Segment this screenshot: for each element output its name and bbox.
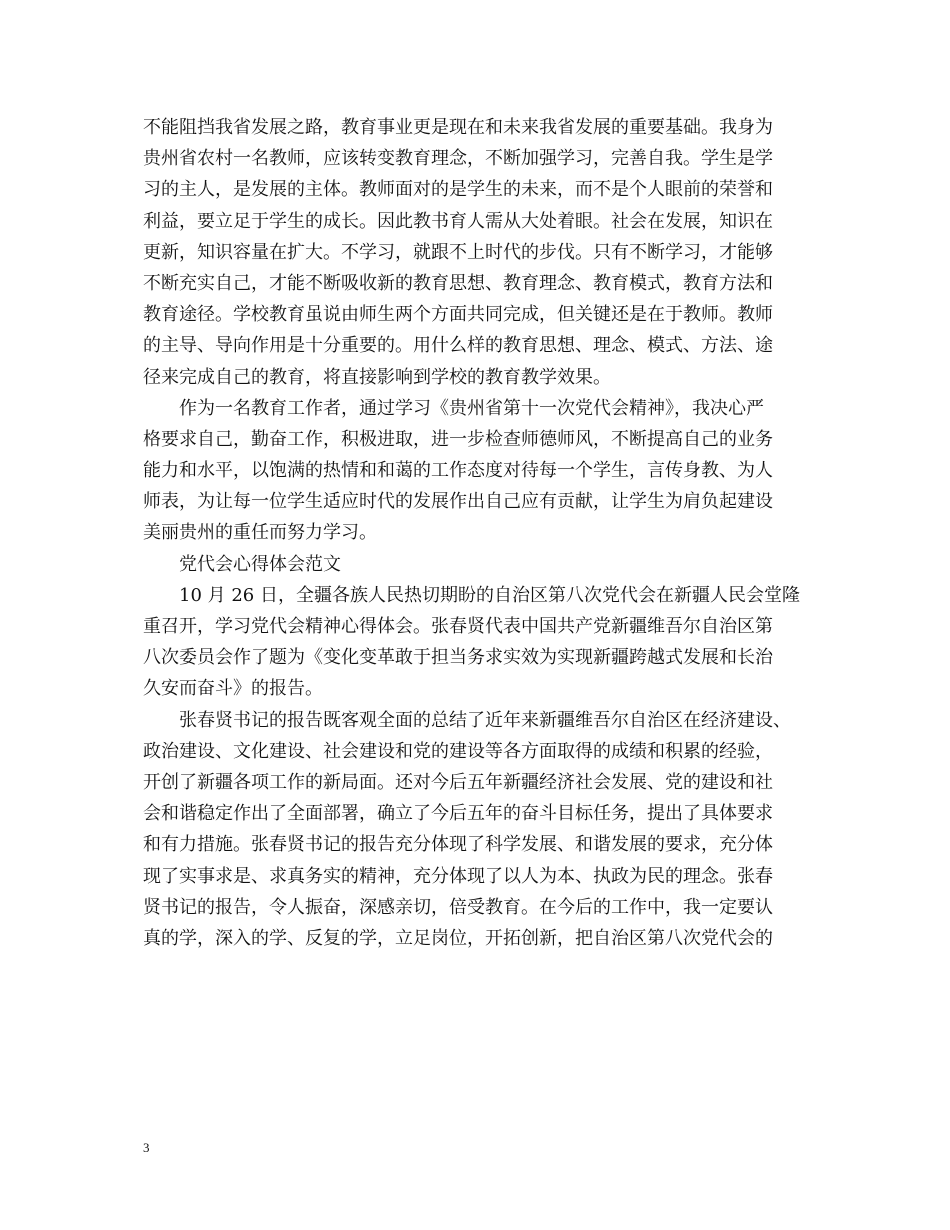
text-line: 不能阻挡我省发展之路，教育事业更是现在和未来我省发展的重要基础。我身为 bbox=[143, 117, 773, 138]
text-line: 美丽贵州的重任而努力学习。 bbox=[143, 522, 377, 544]
text-line: 八次委员会作了题为《变化变革敢于担当务求实效为实现新疆跨越式发展和长治 bbox=[143, 647, 773, 669]
text-line: 贵州省农村一名教师，应该转变教育理念，不断加强学习，完善自我。学生是学 bbox=[143, 148, 773, 170]
page-number: 3 bbox=[143, 1140, 150, 1155]
text-line: 政治建设、文化建设、社会建设和党的建设等各方面取得的成绩和积累的经验， bbox=[143, 740, 773, 762]
text-line: 的主导、导向作用是十分重要的。用什么样的教育思想、理念、模式、方法、途 bbox=[143, 335, 773, 357]
text-line: 会和谐稳定作出了全面部署，确立了今后五年的奋斗目标任务，提出了具体要求 bbox=[143, 803, 773, 825]
text-line: 真的学，深入的学、反复的学，立足岗位，开拓创新，把自治区第八次党代会的 bbox=[143, 927, 773, 949]
document-body bbox=[143, 112, 811, 954]
text-line: 径来完成自己的教育，将直接影响到学校的教育教学效果。 bbox=[143, 366, 611, 388]
text-line: 重召开，学习党代会精神心得体会。张春贤代表中国共产党新疆维吾尔自治区第 bbox=[143, 616, 773, 637]
text-line: 利益，要立足于学生的成长。因此教书育人需从大处着眼。社会在发展，知识在 bbox=[143, 210, 773, 232]
text-line: 更新，知识容量在扩大。不学习，就跟不上时代的步伐。只有不断学习，才能够 bbox=[143, 241, 773, 263]
text-line: 不断充实自己，才能不断吸收新的教育思想、教育理念、教育模式，教育方法和 bbox=[143, 272, 773, 294]
text-line: 久安而奋斗》的报告。 bbox=[143, 678, 323, 700]
text-line: 能力和水平，以饱满的热情和和蔼的工作态度对待每一个学生，言传身教、为人 bbox=[143, 460, 773, 482]
text-line: 现了实事求是、求真务实的精神，充分体现了以人为本、执政为民的理念。张春 bbox=[143, 865, 773, 887]
text-line: 作为一名教育工作者，通过学习《贵州省第十一次党代会精神》，我决心严 bbox=[179, 397, 764, 419]
text-line: 贤书记的报告，令人振奋，深感亲切，倍受教育。在今后的工作中，我一定要认 bbox=[143, 896, 773, 918]
text-line: 教育途径。学校教育虽说由师生两个方面共同完成，但关键还是在于教师。教师 bbox=[143, 304, 773, 326]
text-line: 师表，为让每一位学生适应时代的发展作出自己应有贡献，让学生为肩负起建设 bbox=[143, 491, 773, 513]
text-line: 张春贤书记的报告既客观全面的总结了近年来新疆维吾尔自治区在经济建设、 bbox=[179, 709, 791, 731]
text-line: 和有力措施。张春贤书记的报告充分体现了科学发展、和谐发展的要求，充分体 bbox=[143, 834, 773, 856]
text-line: 习的主人，是发展的主体。教师面对的是学生的未来，而不是个人眼前的荣誉和 bbox=[143, 179, 773, 201]
text-line: 党代会心得体会范文 bbox=[179, 553, 341, 575]
text-line: 10 月 26 日，全疆各族人民热切期盼的自治区第八次党代会在新疆人民会堂隆 bbox=[179, 584, 800, 606]
text-line: 格要求自己，勤奋工作，积极进取，进一步检查师德师风，不断提高自己的业务 bbox=[143, 428, 773, 450]
text-line: 开创了新疆各项工作的新局面。还对今后五年新疆经济社会发展、党的建设和社 bbox=[143, 771, 773, 793]
